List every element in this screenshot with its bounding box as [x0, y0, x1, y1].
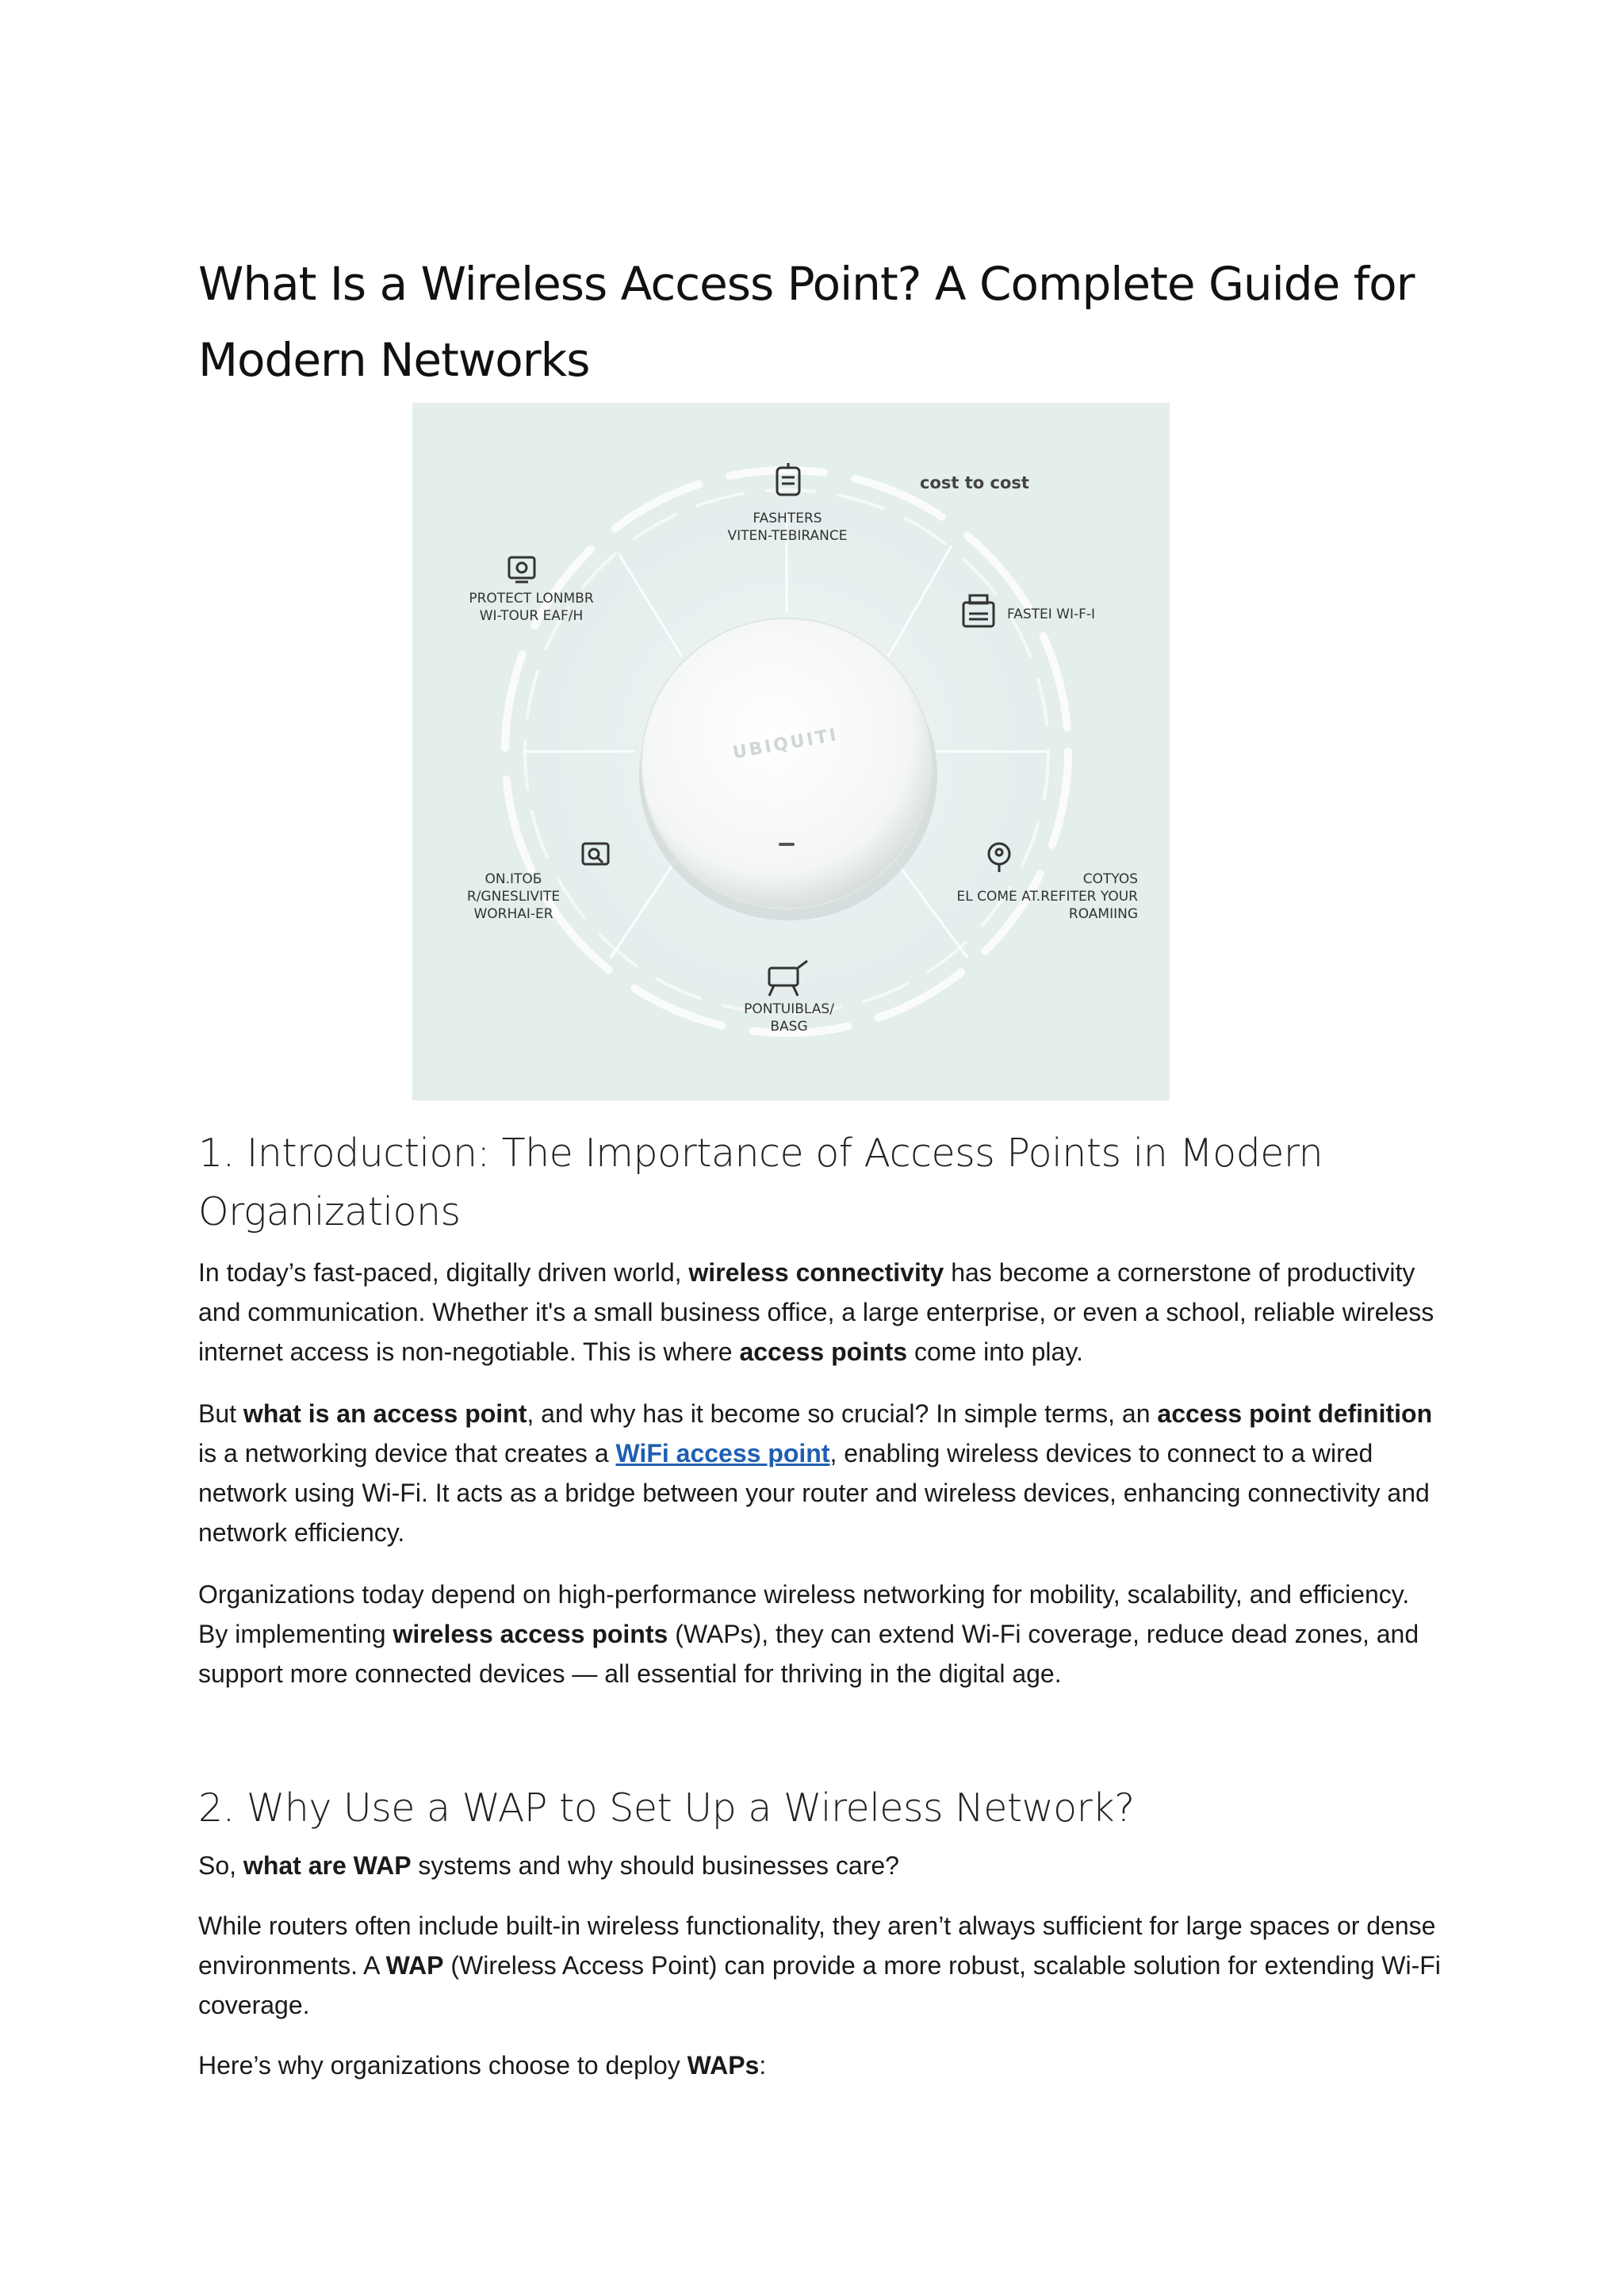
label-right: FASTEI WI-F-I: [1007, 607, 1096, 622]
section1-paragraph-3: Organizations today depend on high-performance wireless networking for mobility, scalability, and efficiency. By implementing wireless access points (WAPs), they can extend Wi-Fi coverage, reduce dead zones, and support more connected devices — all essential for thriving in the digital age.: [198, 1580, 1419, 1688]
section-why-use-wap: [198, 1779, 1443, 2085]
section2-paragraph-3: Here’s why organizations choose to deploy WAPs:: [198, 2051, 767, 2080]
label-right-lower: COTYOS EL COME AT.REFITER YOUR ROAMIING: [956, 871, 1138, 922]
access-point-illustration: [412, 403, 1170, 1100]
label-left-lower: ON.ITOБ R/GNESLIVITE WORHAI-ER: [466, 871, 561, 922]
section1-paragraph-1: In today’s fast-paced, digitally driven world, wireless connectivity has become a cornerstone of productivity and communication. Whether it's a small business office, a large enterprise, or even a school, reliable wireless internet access is non-negotiable. This is where access points come into play.: [198, 1258, 1434, 1366]
illustration-graphic: [412, 403, 1170, 1100]
section-introduction: [198, 1124, 1443, 1693]
status-led: [779, 843, 795, 846]
label-top-right: cost to cost: [920, 473, 1029, 492]
label-left-upper: PROTECT LONMBR WI-TOUR EAF/H: [469, 591, 594, 624]
section2-paragraph-1: So, what are WAP systems and why should businesses care?: [198, 1851, 899, 1880]
section1-heading: 1. Introduction: The Importance of Access Points in Modern Organizations: [198, 1131, 1323, 1234]
monitor-icon: [509, 557, 534, 582]
device-brand: UBIQUITI: [731, 725, 841, 763]
document-page: [198, 246, 1443, 2080]
section1-paragraph-2: But what is an access point, and why has it become so crucial? In simple terms, an access point definition is a networking device that creates a WiFi access point, enabling wireless devices to connect to a wired network using Wi-Fi. It acts as a bridge between your router and wireless devices, enhancing connectivity and network efficiency.: [198, 1399, 1433, 1547]
wifi-access-point-link[interactable]: WiFi access point: [615, 1439, 830, 1468]
document-title: What Is a Wireless Access Point? A Complete Guide for Modern Networks: [198, 257, 1415, 387]
label-top: FASHTERS VITEN-TEBIRANCE: [727, 511, 848, 544]
section2-heading: 2. Why Use a WAP to Set Up a Wireless Network?: [198, 1785, 1135, 1831]
section2-paragraph-2: While routers often include built-in wireless functionality, they aren’t always sufficient for large spaces or dense environments. A WAP (Wireless Access Point) can provide a more robust, scalable solution for extending Wi-Fi coverage.: [198, 1911, 1441, 2019]
label-bottom: PONTUIBLAS/ BASG: [744, 1001, 834, 1035]
access-point-device: [642, 618, 932, 909]
